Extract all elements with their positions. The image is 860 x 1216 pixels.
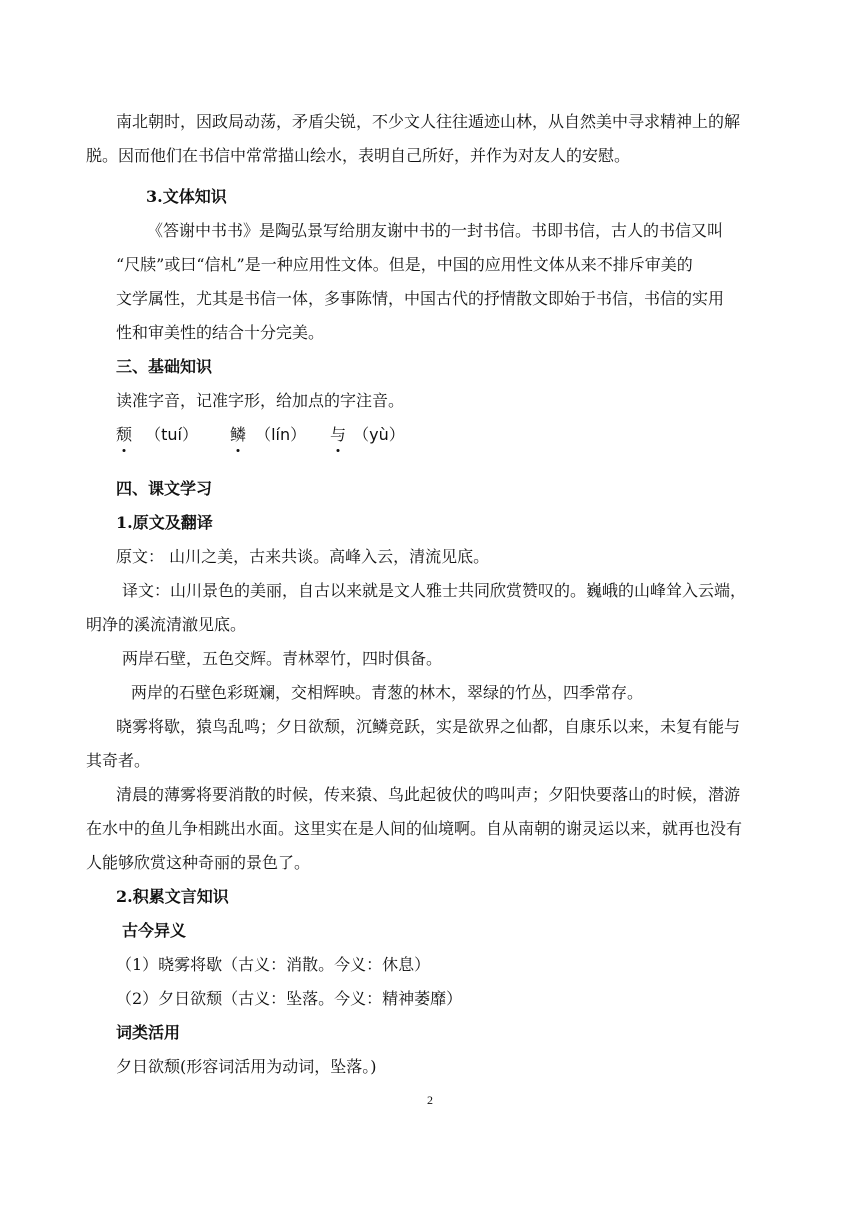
translation-2: 两岸的石壁色彩斑斓，交相辉映。青葱的林木，翠绿的竹丛，四季常存。 bbox=[131, 683, 644, 702]
intro-line-1: 南北朝时，因政局动荡，矛盾尖锐，不少文人往往遁迹山林，从自然美中寻求精神上的解 bbox=[116, 112, 741, 131]
translation-3-line-2: 在水中的鱼儿争相跳出水面。这里实在是人间的仙境啊。自从南朝的谢灵运以来，就再也没有 bbox=[86, 819, 743, 838]
pronunciation-item-3 bbox=[330, 424, 405, 446]
classical-knowledge-heading: 2.积累文言知识 bbox=[116, 887, 229, 906]
ancient-modern-meaning-heading: 古今异义 bbox=[122, 921, 187, 940]
genre-line-1: 《答谢中书书》是陶弘景写给朋友谢中书的一封书信。书即书信，古人的书信又叫 bbox=[147, 221, 724, 240]
study-heading: 四、课文学习 bbox=[116, 479, 213, 498]
pinyin: （lín） bbox=[255, 425, 307, 444]
meaning-item-2: （2）夕日欲颓（古义：坠落。今义：精神萎靡） bbox=[116, 989, 463, 1008]
dotted-character: 与 bbox=[330, 425, 347, 444]
dotted-character: 颓 bbox=[116, 425, 133, 444]
genre-heading: 3.文体知识 bbox=[146, 187, 227, 206]
page-number: 2 bbox=[427, 1093, 433, 1107]
word-usage-heading: 词类活用 bbox=[116, 1023, 181, 1042]
pronunciation-item-2 bbox=[230, 424, 306, 446]
translation-1-line-1: 译文：山川景色的美丽，自古以来就是文人雅士共同欣赏赞叹的。巍峨的山峰耸入云端， bbox=[122, 581, 747, 600]
translation-1-line-2: 明净的溪流清澈见底。 bbox=[86, 615, 247, 634]
original-text-1: 原文： 山川之美，古来共谈。高峰入云，清流见底。 bbox=[116, 547, 490, 566]
genre-line-3: 文学属性，尤其是书信一体，多事陈情，中国古代的抒情散文即始于书信，书信的实用 bbox=[116, 289, 725, 308]
meaning-item-1: （1）晓雾将歇（古义：消散。今义：休息） bbox=[116, 955, 431, 974]
dotted-character: 鳞 bbox=[230, 425, 247, 444]
basics-instruction: 读准字音，记准字形，给加点的字注音。 bbox=[116, 391, 405, 410]
intro-line-2: 脱。因而他们在书信中常常描山绘水，表明自己所好，并作为对友人的安慰。 bbox=[86, 146, 631, 165]
translation-3-line-1: 清晨的薄雾将要消散的时候，传来猿、鸟此起彼伏的鸣叫声；夕阳快要落山的时候，潜游 bbox=[116, 785, 741, 804]
original-text-3-line-1: 晓雾将歇，猿鸟乱鸣；夕日欲颓，沉鳞竞跃，实是欲界之仙都，自康乐以来，未复有能与 bbox=[116, 717, 741, 736]
word-usage-item: 夕日欲颓(形容词活用为动词，坠落。) bbox=[116, 1057, 377, 1076]
genre-line-4: 性和审美性的结合十分完美。 bbox=[116, 323, 325, 342]
pronunciation-item-1 bbox=[116, 424, 198, 446]
pinyin: （tuí） bbox=[145, 425, 198, 444]
original-text-3-line-2: 其奇者。 bbox=[86, 751, 151, 770]
genre-line-2: “尺牍”或曰“信札”是一种应用性文体。但是，中国的应用性文体从来不排斥审美的 bbox=[116, 255, 693, 274]
translation-3-line-3: 人能够欣赏这种奇丽的景色了。 bbox=[86, 853, 311, 872]
basics-heading: 三、基础知识 bbox=[116, 357, 213, 376]
original-text-2: 两岸石壁，五色交辉。青林翠竹，四时俱备。 bbox=[122, 649, 443, 668]
pinyin: （yù） bbox=[353, 425, 405, 444]
original-translation-heading: 1.原文及翻译 bbox=[116, 513, 213, 532]
